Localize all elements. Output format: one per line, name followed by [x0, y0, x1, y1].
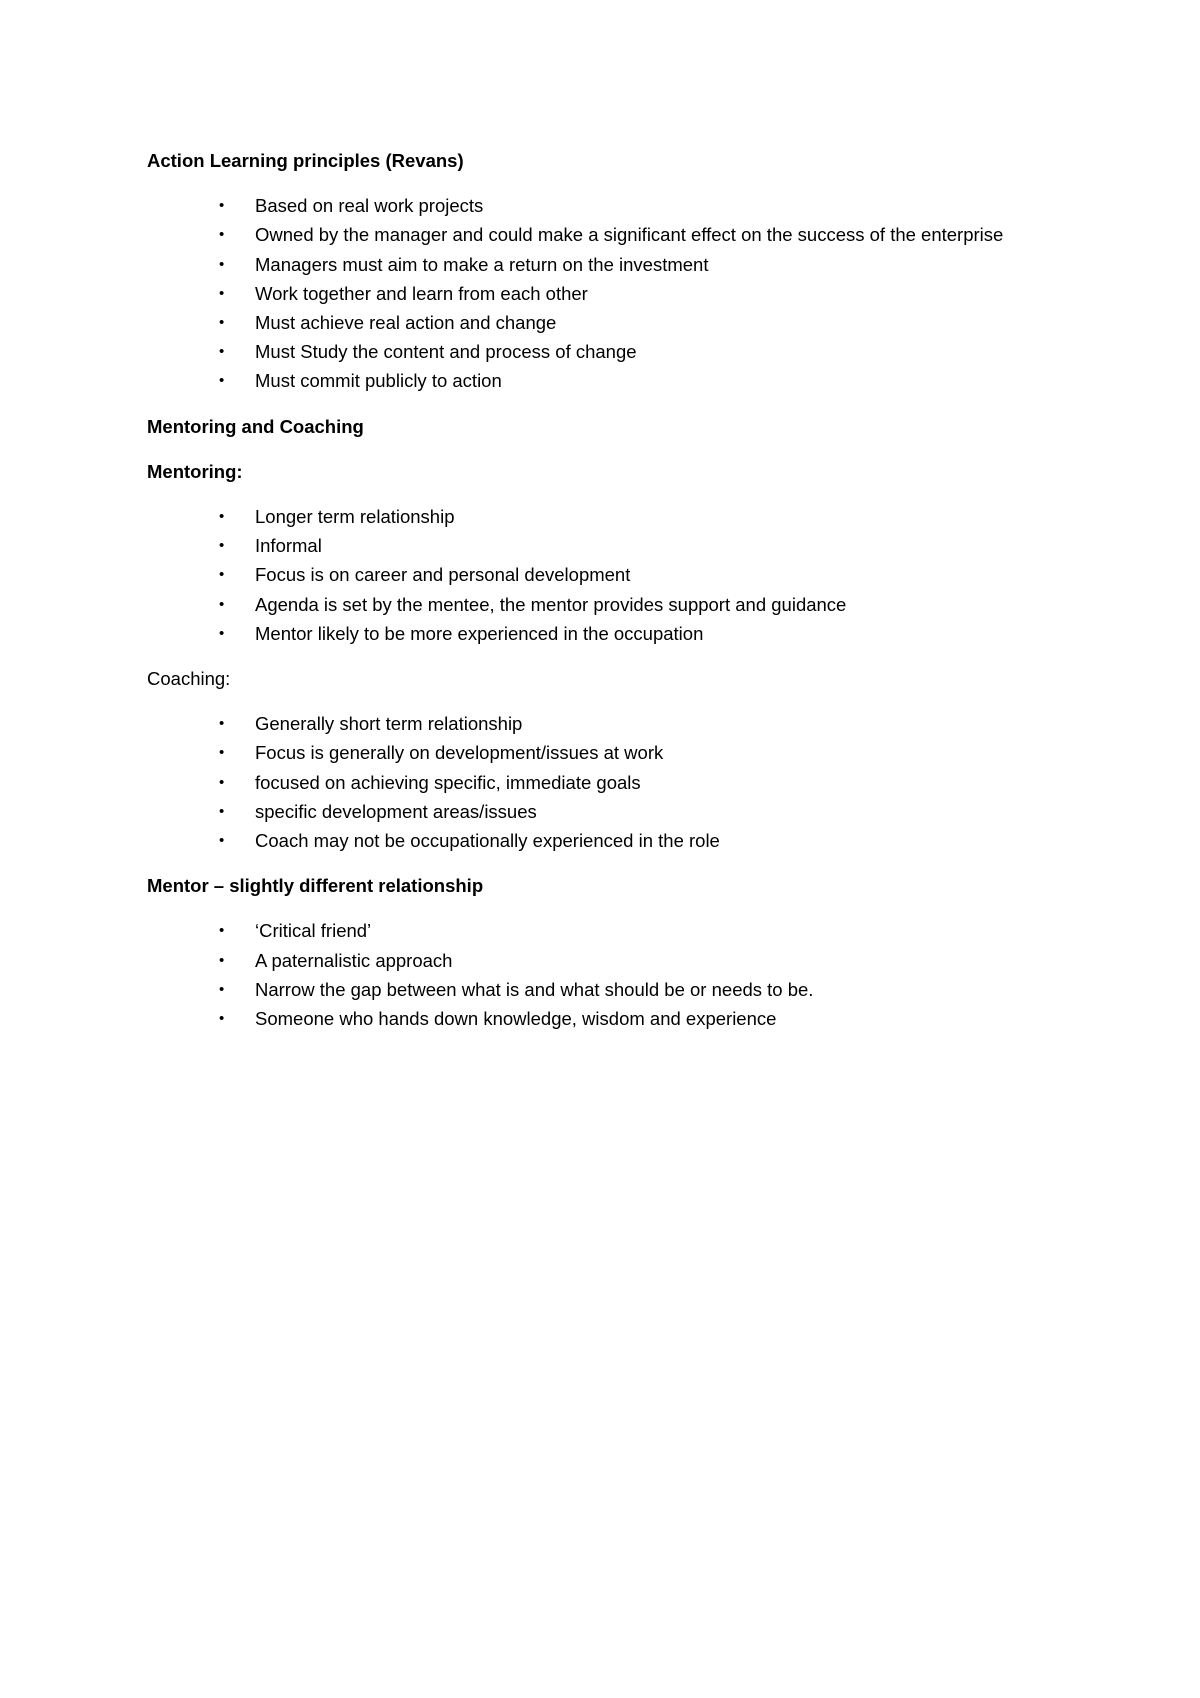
list-item [147, 975, 1027, 1004]
bullet-icon: • [219, 980, 225, 998]
list-item [147, 590, 1027, 619]
list-item [147, 250, 1027, 279]
bullet-icon: • [219, 922, 225, 940]
list-item [147, 308, 1027, 337]
list-item-text: focused on achieving specific, immediate goals [255, 771, 641, 793]
list-item-text: Mentor likely to be more experienced in the occupation [255, 622, 704, 644]
bullet-icon: • [219, 1010, 225, 1028]
list-item [147, 709, 1027, 738]
list-item [147, 797, 1027, 826]
section-heading: Coaching: [147, 668, 231, 690]
list-item [147, 1004, 1027, 1033]
list-item-text: Based on real work projects [255, 195, 484, 217]
bullet-icon: • [219, 284, 225, 302]
list-item [147, 366, 1027, 395]
section-heading: Mentoring and Coaching [147, 415, 364, 437]
bullet-icon: • [219, 595, 225, 613]
list-item-text: Agenda is set by the mentee, the mentor provides support and guidance [255, 593, 847, 615]
list-item [147, 768, 1027, 797]
list-item [147, 560, 1027, 589]
list-item [147, 220, 1027, 249]
bullet-icon: • [219, 715, 225, 733]
bullet-list [147, 916, 1027, 1033]
bullet-list [147, 502, 1027, 648]
list-item-text: Work together and learn from each other [255, 282, 588, 304]
list-item-text: Focus is generally on development/issues at work [255, 742, 664, 764]
list-item-text: Informal [255, 535, 322, 557]
list-item-text: Longer term relationship [255, 506, 455, 528]
list-item-text: ‘Critical friend’ [255, 920, 372, 942]
list-item-text: specific development areas/issues [255, 800, 537, 822]
bullet-icon: • [219, 314, 225, 332]
bullet-icon: • [219, 372, 225, 390]
bullet-icon: • [219, 255, 225, 273]
bullet-icon: • [219, 566, 225, 584]
list-item-text: Focus is on career and personal development [255, 564, 631, 586]
bullet-icon: • [219, 802, 225, 820]
list-item-text: Narrow the gap between what is and what should be or needs to be. [255, 978, 814, 1000]
bullet-icon: • [219, 773, 225, 791]
bullet-icon: • [219, 624, 225, 642]
section-heading: Action Learning principles (Revans) [147, 150, 464, 171]
list-item [147, 946, 1027, 975]
bullet-icon: • [219, 537, 225, 555]
list-item [147, 826, 1027, 855]
list-item-text: Generally short term relationship [255, 713, 523, 735]
list-item-text: Owned by the manager and could make a significant effect on the success of the enterprise [255, 224, 1004, 246]
list-item [147, 337, 1027, 366]
list-item [147, 916, 1027, 945]
list-item-text: A paternalistic approach [255, 949, 453, 971]
document-content [147, 146, 1027, 1049]
bullet-list [147, 191, 1027, 395]
bullet-icon: • [219, 226, 225, 244]
list-item-text: Coach may not be occupationally experienced in the role [255, 830, 720, 852]
list-item-text: Someone who hands down knowledge, wisdom and experience [255, 1008, 777, 1030]
list-item [147, 738, 1027, 767]
section-heading: Mentor – slightly different relationship [147, 875, 484, 897]
bullet-icon: • [219, 197, 225, 215]
bullet-icon: • [219, 951, 225, 969]
bullet-icon: • [219, 343, 225, 361]
bullet-icon: • [219, 832, 225, 850]
bullet-icon: • [219, 744, 225, 762]
list-item-text: Managers must aim to make a return on the investment [255, 253, 709, 275]
list-item-text: Must commit publicly to action [255, 370, 502, 392]
list-item [147, 619, 1027, 648]
list-item-text: Must Study the content and process of change [255, 341, 637, 363]
bullet-list [147, 709, 1027, 855]
bullet-icon: • [219, 508, 225, 526]
section-heading: Mentoring: [147, 460, 243, 482]
list-item [147, 279, 1027, 308]
list-item [147, 531, 1027, 560]
list-item-text: Must achieve real action and change [255, 312, 557, 334]
list-item [147, 191, 1027, 220]
list-item [147, 502, 1027, 531]
